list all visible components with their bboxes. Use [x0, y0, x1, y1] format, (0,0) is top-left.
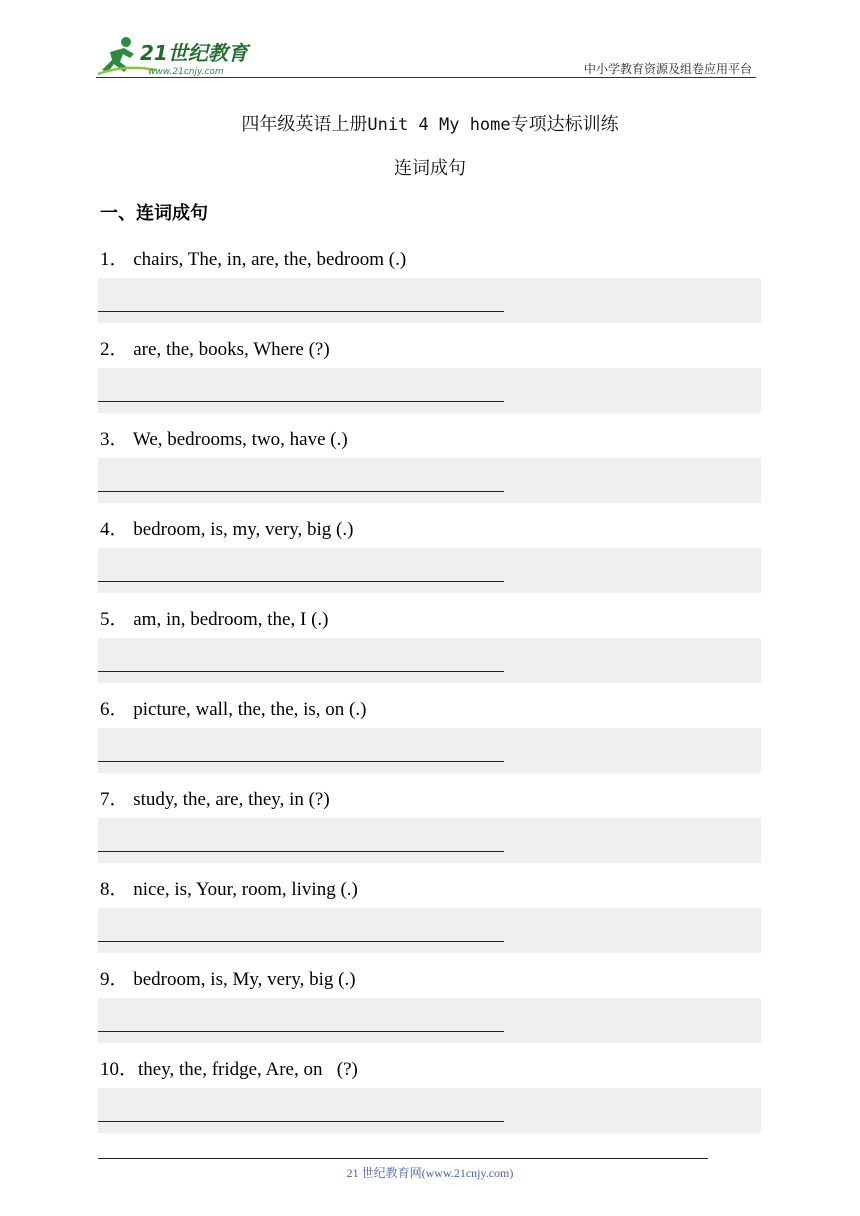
answer-line: [98, 401, 504, 402]
answer-field[interactable]: [98, 998, 761, 1043]
header-slogan: 中小学教育资源及组卷应用平台: [583, 62, 752, 76]
answer-line: [98, 491, 504, 492]
answer-field[interactable]: [98, 1088, 761, 1133]
answer-field[interactable]: [98, 638, 761, 683]
answer-field[interactable]: [98, 368, 761, 413]
answer-line: [98, 941, 504, 942]
question-list: [98, 234, 762, 1134]
answer-field[interactable]: [98, 548, 761, 593]
answer-field[interactable]: [98, 458, 761, 503]
page-subtitle: 连词成句: [394, 158, 466, 179]
answer-line: [98, 1031, 504, 1032]
logo-url: www.21cnjy.com: [148, 67, 224, 77]
question-item: [98, 234, 762, 324]
answer-line: [98, 581, 504, 582]
answer-field[interactable]: [98, 908, 761, 953]
footer-link[interactable]: 21 世纪教育网(www.21cnjy.com): [346, 1166, 514, 1180]
title-prefix: 四年级英语上册: [241, 114, 368, 135]
question-item: [98, 1044, 762, 1134]
question-prompt: 8． nice, is, Your, room, living (.): [100, 879, 358, 900]
answer-line: [98, 851, 504, 852]
question-item: [98, 684, 762, 774]
header-divider: [96, 77, 756, 78]
page-header: [96, 32, 756, 78]
question-item: [98, 594, 762, 684]
answer-field[interactable]: [98, 278, 761, 323]
question-item: [98, 954, 762, 1044]
question-item: [98, 324, 762, 414]
answer-field[interactable]: [98, 728, 761, 773]
section-heading: 一、连词成句: [100, 203, 208, 224]
footer-divider: [98, 1158, 708, 1159]
question-prompt: 1． chairs, The, in, are, the, bedroom (.): [100, 249, 407, 270]
question-item: [98, 774, 762, 864]
question-prompt: 9． bedroom, is, My, very, big (.): [100, 969, 356, 990]
answer-line: [98, 311, 504, 312]
question-prompt: 10．they, the, fridge, Are, on (?): [100, 1059, 358, 1080]
title-suffix: 专项达标训练: [510, 114, 619, 135]
question-prompt: 2． are, the, books, Where (?): [100, 339, 330, 360]
answer-field[interactable]: [98, 818, 761, 863]
answer-line: [98, 671, 504, 672]
title-unit: Unit 4 My home: [367, 115, 511, 135]
page-title: [0, 110, 860, 136]
question-item: [98, 414, 762, 504]
site-logo: [96, 34, 266, 78]
question-prompt: 7． study, the, are, they, in (?): [100, 789, 330, 810]
question-prompt: 5． am, in, bedroom, the, I (.): [100, 609, 329, 630]
logo-text: 21世纪教育: [140, 41, 248, 65]
question-item: [98, 504, 762, 594]
question-prompt: 3． We, bedrooms, two, have (.): [100, 429, 348, 450]
answer-line: [98, 1121, 504, 1122]
question-prompt: 6． picture, wall, the, the, is, on (.): [100, 699, 367, 720]
question-prompt: 4． bedroom, is, my, very, big (.): [100, 519, 354, 540]
answer-line: [98, 761, 504, 762]
question-item: [98, 864, 762, 954]
